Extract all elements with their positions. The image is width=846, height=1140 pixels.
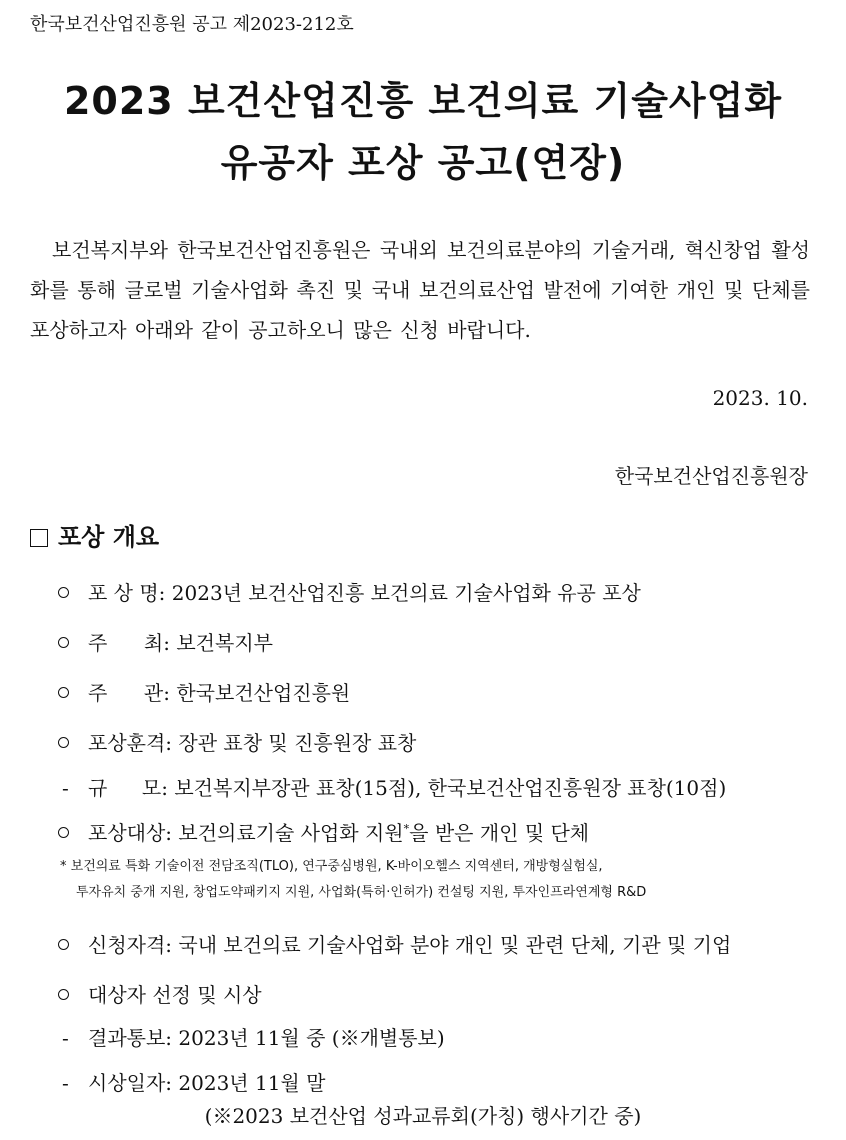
section-title: 포상 개요 xyxy=(58,523,160,551)
item-award-name xyxy=(58,577,641,606)
target-value: 보건의료기술 사업화 지원 xyxy=(178,821,404,845)
target-note-line2: 투자유치 중개 지원, 창업도약패키지 지원, 사업화(특허·인허가) 컨설팅 지원, 투자인프라연계형 R&D xyxy=(76,885,647,900)
page-title-line1: 2023 보건산업진흥 보건의료 기술사업화 xyxy=(63,79,783,123)
circle-bullet-icon xyxy=(58,821,88,845)
organizer-label: 주 관: xyxy=(88,681,170,705)
footnote-mark: * xyxy=(403,822,410,836)
item-target xyxy=(58,817,589,846)
item-eligibility xyxy=(58,929,731,958)
ceremony-value: 2023년 11월 말 xyxy=(178,1071,326,1095)
award-grade-label: 포상훈격: xyxy=(88,731,173,755)
host-value: 보건복지부 xyxy=(176,631,273,655)
host-label: 주 최: xyxy=(88,631,170,655)
result-value: 2023년 11월 중 (※개별통보) xyxy=(178,1026,445,1050)
organizer-value: 한국보건산업진흥원 xyxy=(176,681,351,705)
ceremony-label: 시상일자: xyxy=(88,1071,173,1095)
award-name-value: 2023년 보건산업진흥 보건의료 기술사업화 유공 포상 xyxy=(171,581,641,605)
circle-bullet-icon xyxy=(58,731,88,755)
item-organizer xyxy=(58,677,350,706)
scale-label: 규 모: xyxy=(88,776,168,800)
notice-number: 한국보건산업진흥원 공고 제2023-212호 xyxy=(30,14,354,35)
selection-label: 대상자 선정 및 시상 xyxy=(88,983,262,1007)
checkbox-square-icon xyxy=(30,529,48,547)
ceremony-note: (※2023 보건산업 성과교류회(가칭) 행사기간 중) xyxy=(204,1104,642,1128)
item-host xyxy=(58,627,273,656)
circle-bullet-icon xyxy=(58,983,88,1007)
intro-paragraph: 보건복지부와 한국보건산업진흥원은 국내외 보건의료분야의 기술거래, 혁신창업 활성화를 통해 글로벌 기술사업화 촉진 및 국내 보건의료산업 발전에 기여한 개인 및 단체를 포상하고자 아래와 같이 공고하오니 많은 신청 바랍니다. xyxy=(30,238,810,342)
item-ceremony xyxy=(62,1067,325,1096)
scale-value: 보건복지부장관 표창(15점), 한국보건산업진흥원장 표창(10점) xyxy=(174,776,727,800)
issuer-name: 한국보건산업진흥원장 xyxy=(614,464,808,488)
target-note-line1: * 보건의료 특화 기술이전 전담조직(TLO), 연구중심병원, K-바이오헬스 지역센터, 개방형실험실, xyxy=(60,859,603,874)
circle-bullet-icon xyxy=(58,933,88,957)
target-value-suffix: 을 받은 개인 및 단체 xyxy=(409,821,590,845)
notice-date: 2023. 10. xyxy=(712,386,808,410)
award-grade-value: 장관 표창 및 진흥원장 표창 xyxy=(178,731,417,755)
circle-bullet-icon xyxy=(58,631,88,655)
circle-bullet-icon xyxy=(58,681,88,705)
dash-bullet: - xyxy=(62,1071,69,1095)
target-label: 포상대상: xyxy=(88,821,173,845)
page-title-line2: 유공자 포상 공고(연장) xyxy=(220,141,626,185)
dash-bullet: - xyxy=(62,776,69,800)
result-label: 결과통보: xyxy=(88,1026,173,1050)
award-name-label: 포 상 명: xyxy=(88,581,166,605)
item-scale xyxy=(62,772,726,801)
eligibility-value: 국내 보건의료 기술사업화 분야 개인 및 관련 단체, 기관 및 기업 xyxy=(178,933,732,957)
item-selection xyxy=(58,979,262,1008)
dash-bullet: - xyxy=(62,1026,69,1050)
item-result xyxy=(62,1022,445,1051)
circle-bullet-icon xyxy=(58,581,88,605)
section-heading xyxy=(30,517,159,552)
item-award-grade xyxy=(58,727,416,756)
eligibility-label: 신청자격: xyxy=(88,933,173,957)
